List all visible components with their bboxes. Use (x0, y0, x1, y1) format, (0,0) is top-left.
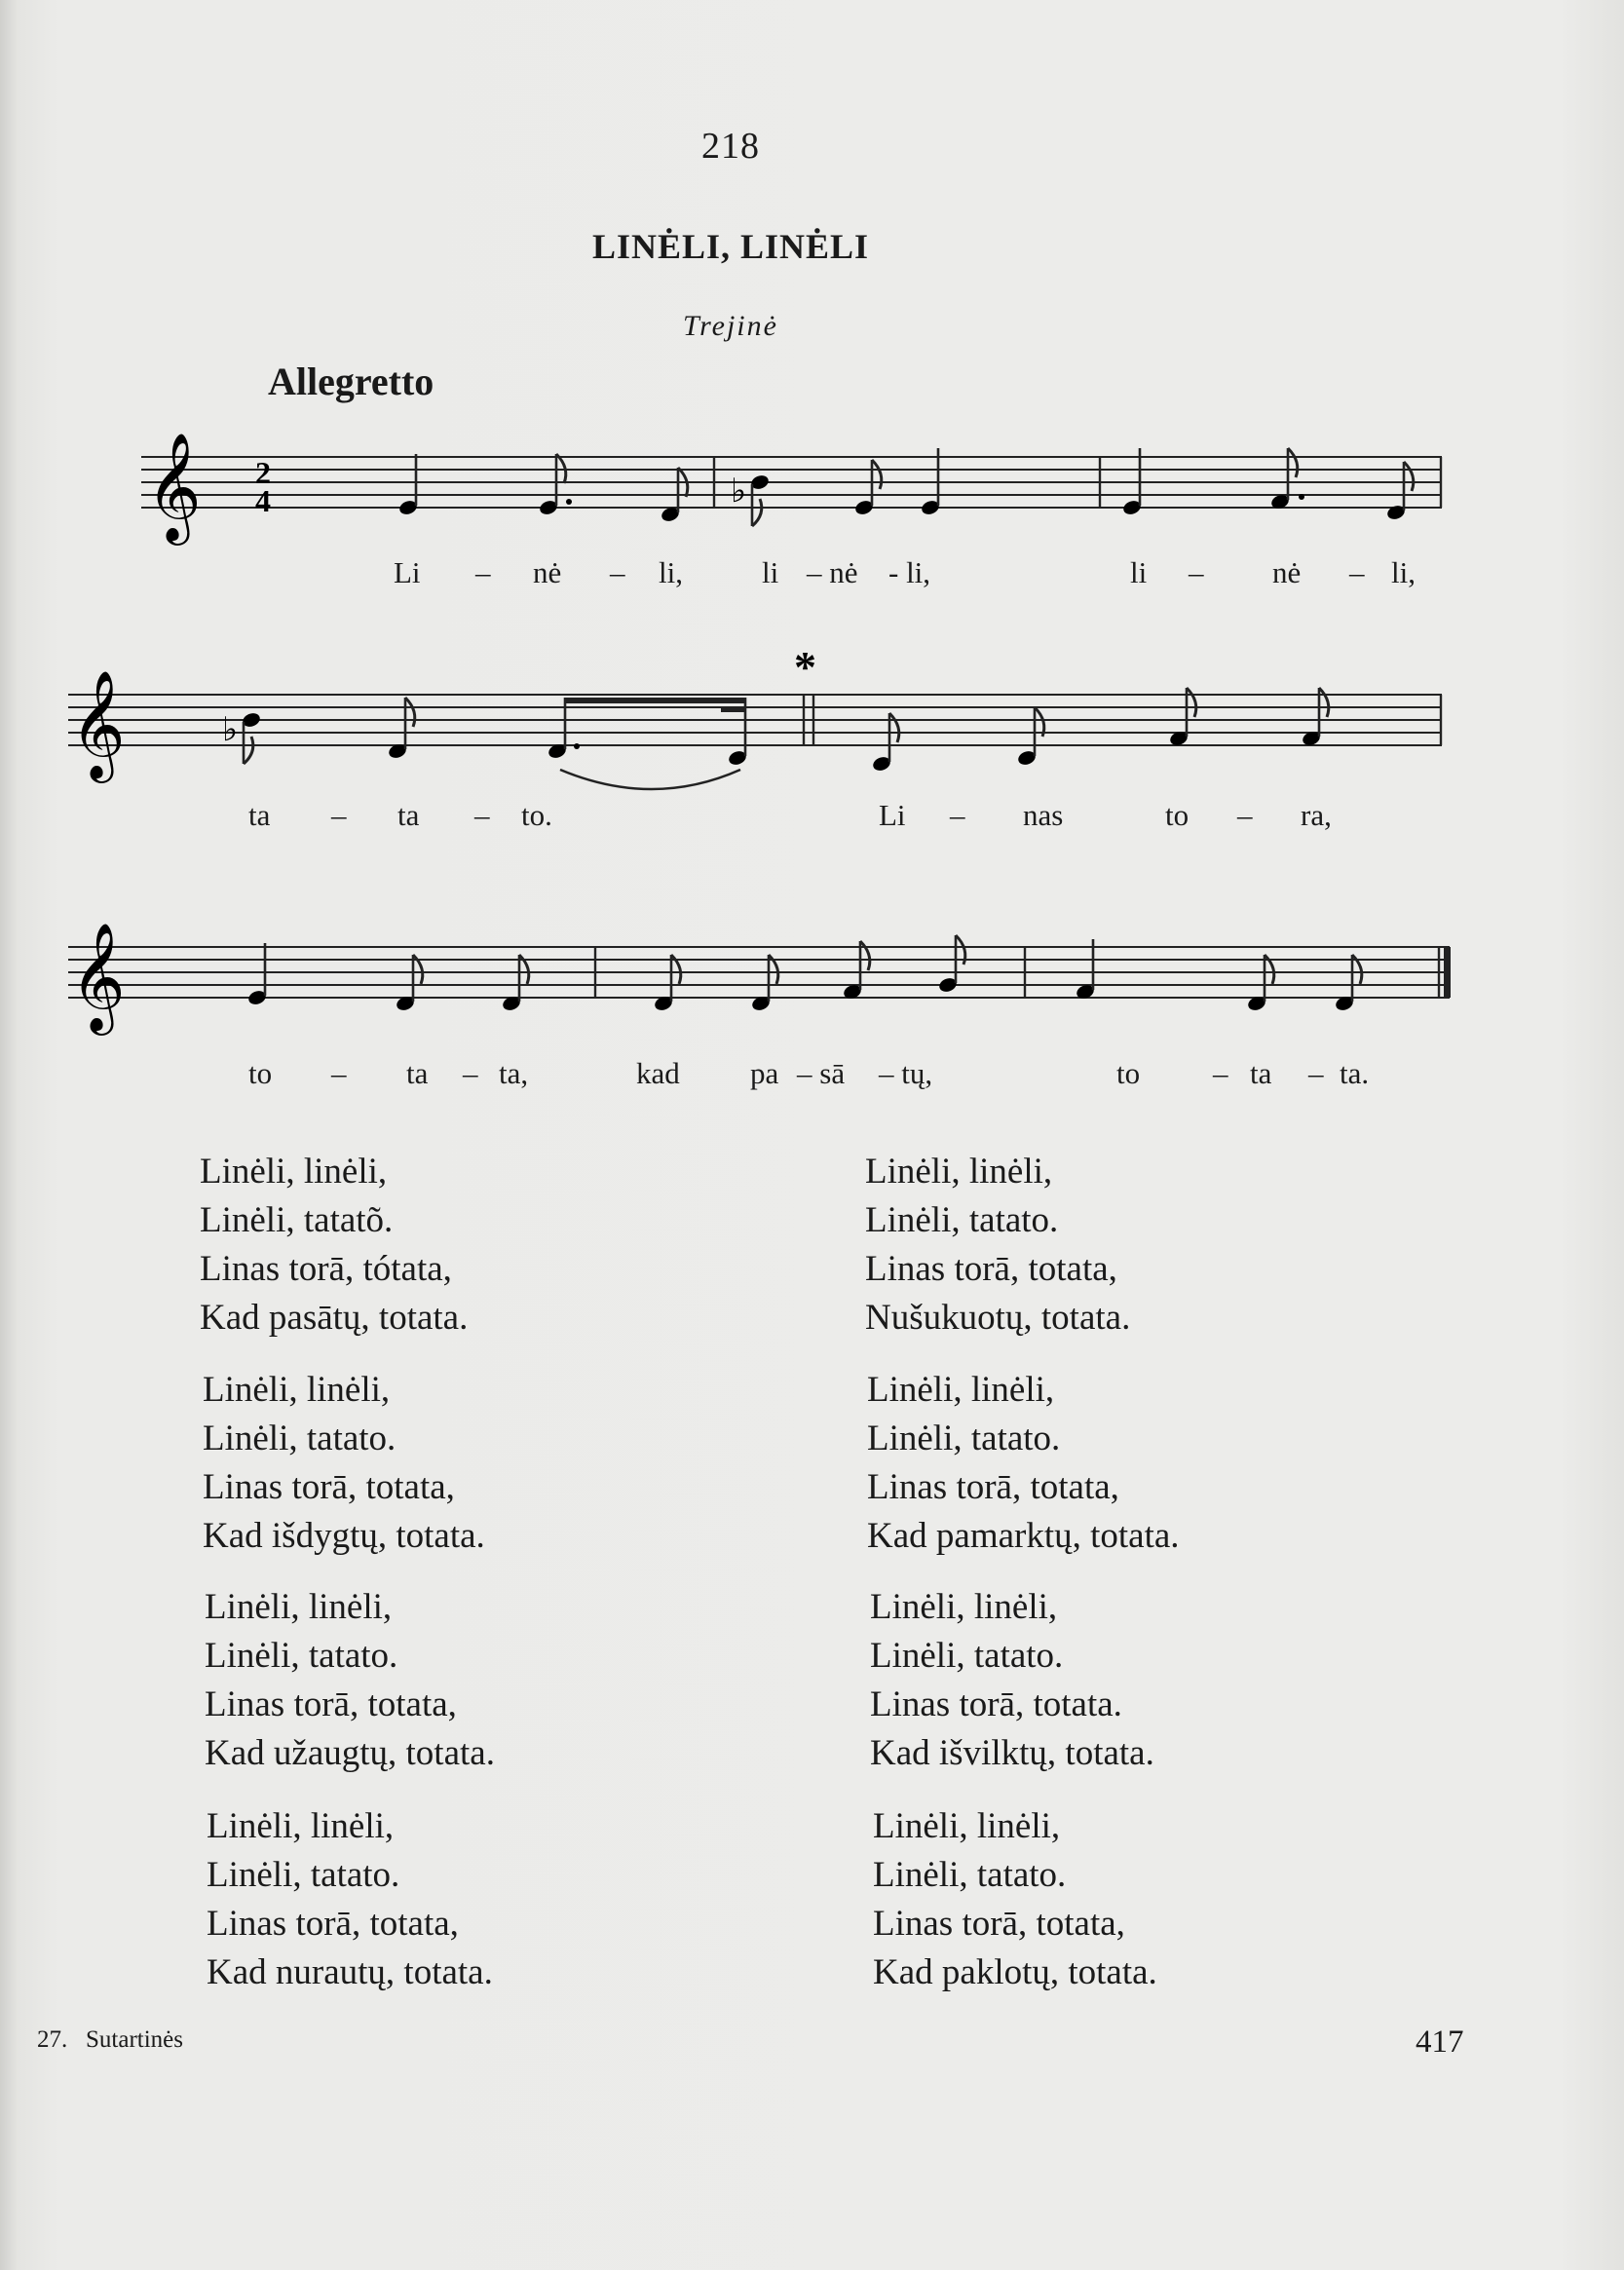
lyric-syllable: ta, (499, 1056, 529, 1090)
verse-line: Linėli, linėli, (205, 1587, 393, 1627)
lyric-syllable: ta (1250, 1056, 1272, 1090)
lyric-syllable: ta (248, 798, 271, 832)
lyric-dash: – (475, 555, 491, 589)
verse-line: Linėli, tatato. (870, 1636, 1064, 1676)
lyric-dash: – (474, 798, 490, 832)
lyric-syllable: kad (636, 1056, 680, 1090)
verse-7 (870, 1583, 1154, 1778)
staff-lines-2 (68, 695, 1442, 745)
verse-line: Kad išvilktų, totata. (870, 1733, 1154, 1773)
verse-line: Linėli, linėli, (207, 1806, 395, 1846)
lyric-syllable: to. (521, 798, 552, 832)
time-signature-top: 2 (255, 455, 271, 490)
treble-clef-icon: 𝄞 (146, 432, 202, 541)
lyric-syllable: – tų, (879, 1056, 933, 1090)
verse-line: Linas torā, totata, (203, 1467, 455, 1507)
lyric-syllable: ra, (1301, 798, 1332, 832)
lyric-syllable: to (248, 1056, 273, 1090)
tempo-marking: Allegretto (268, 359, 434, 403)
song-subtitle: Trejinė (683, 310, 778, 342)
verse-line: Kad išdygtų, totata. (203, 1516, 485, 1556)
verse-line: Linėli, tatato. (203, 1419, 397, 1458)
lyric-dash: – (1349, 555, 1365, 589)
lyric-syllable: Li (879, 798, 906, 832)
verse-line: Linėli, tatato. (207, 1855, 400, 1895)
notes-system-2 (222, 688, 1329, 789)
lyric-syllable: ta (397, 798, 420, 832)
lyric-syllable: to (1165, 798, 1190, 832)
verse-line: Linas torā, tótata, (200, 1249, 452, 1289)
verse-line: Linas torā, totata, (873, 1904, 1125, 1944)
verse-line: Linėli, linėli, (867, 1370, 1055, 1410)
svg-text:♭: ♭ (222, 710, 239, 749)
verse-4 (207, 1802, 493, 1997)
lyric-dash: – (331, 1056, 347, 1090)
verse-line: Linėli, linėli, (865, 1152, 1053, 1192)
verse-line: Linėli, tatato. (865, 1200, 1059, 1240)
lyric-syllable: li (762, 555, 779, 589)
notes-system-1 (397, 448, 1413, 526)
lyric-syllable: – sā (797, 1056, 846, 1090)
verse-line: Linėli, tatato. (873, 1855, 1067, 1895)
verse-line: Nušukuotų, totata. (865, 1298, 1131, 1338)
lyric-syllable: li (1130, 555, 1148, 589)
staff-system-3 (68, 922, 1451, 1090)
music-score (0, 0, 1624, 1130)
lyric-syllable: li, (1391, 555, 1416, 589)
verse-line: Linėli, tatatõ. (200, 1200, 394, 1240)
lyric-syllable: - li, (888, 555, 931, 589)
lyrics-system-1 (394, 555, 1416, 589)
lyric-syllable: Li (394, 555, 421, 589)
verse-line: Linėli, linėli, (870, 1587, 1058, 1627)
verse-line: Linas torā, totata, (207, 1904, 459, 1944)
lyric-syllable: to (1116, 1056, 1141, 1090)
lyric-dash: – (1213, 1056, 1228, 1090)
staff-lines-1 (141, 457, 1442, 508)
lyric-syllable: ta (406, 1056, 429, 1090)
verse-8 (873, 1802, 1157, 1997)
final-barline (1444, 947, 1451, 998)
treble-clef-icon: 𝄞 (70, 922, 126, 1031)
verse-line: Linėli, linėli, (873, 1806, 1061, 1846)
printer-signature: 27. Sutartinės (37, 2026, 183, 2053)
lyric-syllable: nas (1023, 798, 1064, 832)
lyric-syllable: pa (750, 1056, 779, 1090)
lyric-syllable: nė (533, 555, 562, 589)
lyric-dash: – (331, 798, 347, 832)
verse-line: Linėli, tatato. (205, 1636, 398, 1676)
lyrics-system-2 (248, 798, 1332, 832)
lyric-syllable: nė (1272, 555, 1302, 589)
lyric-syllable: li, (659, 555, 683, 589)
song-title: LINĖLI, LINĖLI (591, 227, 870, 266)
verse-line: Linėli, tatato. (867, 1419, 1061, 1458)
verse-3 (205, 1583, 495, 1778)
lyric-dash: – (1237, 798, 1253, 832)
verse-line: Kad pasātų, totata. (200, 1298, 469, 1338)
lyric-dash: – (610, 555, 625, 589)
treble-clef-icon: 𝄞 (70, 669, 126, 778)
verse-line: Linėli, linėli, (200, 1152, 388, 1192)
song-number: 218 (701, 126, 760, 167)
verse-2 (203, 1366, 485, 1561)
lyric-dash: – (1189, 555, 1204, 589)
verse-line: Linas torā, totata, (867, 1467, 1119, 1507)
verse-1 (200, 1148, 468, 1343)
verse-line: Linas torā, totata. (870, 1684, 1122, 1724)
lyric-dash: – (1308, 1056, 1324, 1090)
lyric-syllable: – nė (807, 555, 858, 589)
repeat-mark: * (794, 642, 816, 692)
svg-text:♭: ♭ (731, 472, 747, 511)
verse-line: Kad nurautų, totata. (207, 1952, 493, 1992)
verse-line: Kad paklotų, totata. (873, 1952, 1157, 1992)
verse-line: Kad užaugtų, totata. (205, 1733, 495, 1773)
time-signature-bottom: 4 (255, 483, 271, 518)
lyric-dash: – (463, 1056, 478, 1090)
verse-line: Linėli, linėli, (203, 1370, 391, 1410)
lyrics-system-3 (248, 1056, 1369, 1090)
staff-system-2 (68, 642, 1442, 832)
staff-lines-3 (68, 947, 1450, 998)
verse-5 (865, 1148, 1130, 1343)
lyric-syllable: ta. (1340, 1056, 1370, 1090)
verse-line: Linas torā, totata, (865, 1249, 1117, 1289)
lyric-dash: – (950, 798, 965, 832)
verse-6 (867, 1366, 1180, 1561)
staff-system-1 (141, 432, 1442, 589)
verse-line: Kad pamarktų, totata. (867, 1516, 1180, 1556)
verse-line: Linas torā, totata, (205, 1684, 457, 1724)
page-number: 417 (1416, 2024, 1464, 2060)
